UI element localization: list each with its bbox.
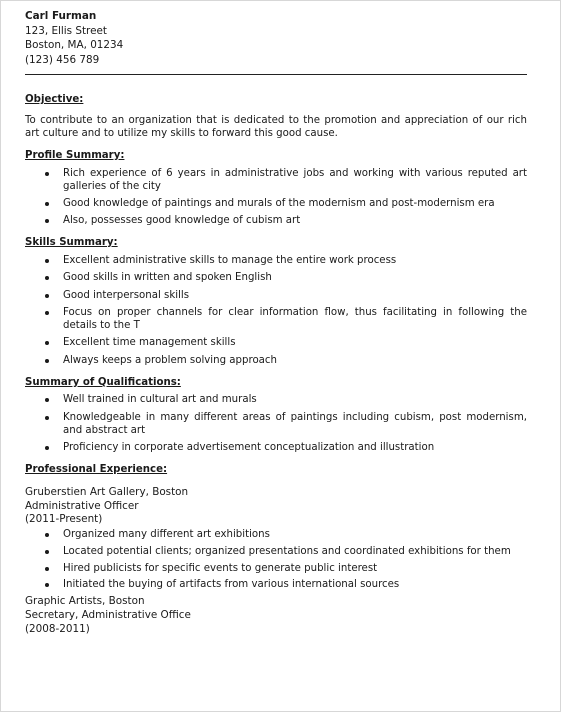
list-item-text: Initiated the buying of artifacts from various international sources [63, 579, 400, 591]
list-item [25, 167, 527, 193]
job-entry [25, 486, 527, 592]
job-title: Administrative Officer [25, 499, 139, 512]
list-item [25, 528, 527, 541]
list-item-text: Always keeps a problem solving approach [63, 354, 277, 366]
objective-heading: Objective: [25, 94, 84, 106]
list-item-text: Well trained in cultural art and murals [63, 394, 257, 406]
bullet-icon [45, 294, 49, 298]
list-item-text: Excellent time management skills [63, 337, 236, 349]
qualifications-list [25, 393, 527, 454]
job-period: (2008-2011) [25, 622, 90, 635]
list-item [25, 336, 527, 349]
list-item-text: Good skills in written and spoken English [63, 272, 272, 284]
header-divider [25, 74, 527, 75]
list-item [25, 411, 527, 437]
bullet-icon [45, 359, 49, 363]
profile-summary-list [25, 167, 527, 228]
bullet-icon [45, 172, 49, 176]
job-employer: Graphic Artists, Boston [25, 595, 145, 608]
experience-heading: Professional Experience: [25, 464, 168, 476]
list-item-text: Also, possesses good knowledge of cubism art [63, 215, 301, 227]
qualifications-heading: Summary of Qualifications: [25, 376, 181, 388]
bullet-icon [45, 446, 49, 450]
candidate-name: Carl Furman [25, 10, 97, 22]
list-item [25, 562, 527, 575]
list-item [25, 254, 527, 267]
bullet-icon [45, 550, 49, 554]
list-item-text: Focus on proper channels for clear information flow, thus facilitating in following the details to the T [63, 307, 527, 332]
list-item-text: Organized many different art exhibitions [63, 529, 270, 541]
objective-section [25, 93, 527, 140]
list-item-text: Hired publicists for specific events to generate public interest [63, 562, 378, 574]
profile-summary-section [25, 149, 527, 227]
qualifications-section [25, 376, 527, 454]
bullet-icon [45, 583, 49, 587]
list-item-text: Rich experience of 6 years in administrative jobs and working with various reputed art galleries of the city [63, 167, 527, 192]
skills-summary-heading: Skills Summary: [25, 237, 118, 249]
job-period: (2011-Present) [25, 513, 103, 526]
bullet-icon [45, 567, 49, 571]
list-item [25, 354, 527, 367]
profile-summary-heading: Profile Summary: [25, 149, 125, 161]
bullet-icon [45, 311, 49, 315]
job-entry [25, 595, 527, 636]
list-item-text: Good knowledge of paintings and murals of the modernism and post-modernism era [63, 197, 495, 209]
contact-header [25, 9, 527, 67]
list-item [25, 545, 527, 558]
list-item [25, 441, 527, 454]
experience-section [25, 463, 527, 637]
address-line-2: Boston, MA, 01234 [25, 39, 124, 52]
phone-number: (123) 456 789 [25, 53, 100, 66]
job-duties-list [25, 528, 527, 591]
job-title: Secretary, Administrative Office [25, 609, 191, 622]
list-item-text: Located potential clients; organized presentations and coordinated exhibitions for them [63, 545, 511, 557]
bullet-icon [45, 398, 49, 402]
list-item-text: Excellent administrative skills to manage the entire work process [63, 254, 397, 266]
list-item-text: Proficiency in corporate advertisement conceptualization and illustration [63, 442, 435, 454]
job-employer: Gruberstien Art Gallery, Boston [25, 485, 189, 498]
list-item [25, 214, 527, 227]
address-line-1: 123, Ellis Street [25, 24, 107, 37]
list-item [25, 393, 527, 406]
list-item [25, 197, 527, 210]
skills-summary-section [25, 236, 527, 367]
bullet-icon [45, 416, 49, 420]
objective-text: To contribute to an organization that is dedicated to the promotion and appreciation of our rich art culture and to utilize my skills to forward this good cause. [25, 114, 527, 139]
list-item-text: Good interpersonal skills [63, 289, 190, 301]
skills-summary-list [25, 254, 527, 367]
list-item-text: Knowledgeable in many different areas of paintings including cubism, post modernism, and abstract art [63, 411, 527, 436]
bullet-icon [45, 259, 49, 263]
bullet-icon [45, 219, 49, 223]
list-item [25, 578, 527, 591]
list-item [25, 306, 527, 332]
resume-document [25, 9, 527, 637]
list-item [25, 289, 527, 302]
list-item [25, 271, 527, 284]
bullet-icon [45, 341, 49, 345]
bullet-icon [45, 533, 49, 537]
bullet-icon [45, 202, 49, 206]
bullet-icon [45, 276, 49, 280]
